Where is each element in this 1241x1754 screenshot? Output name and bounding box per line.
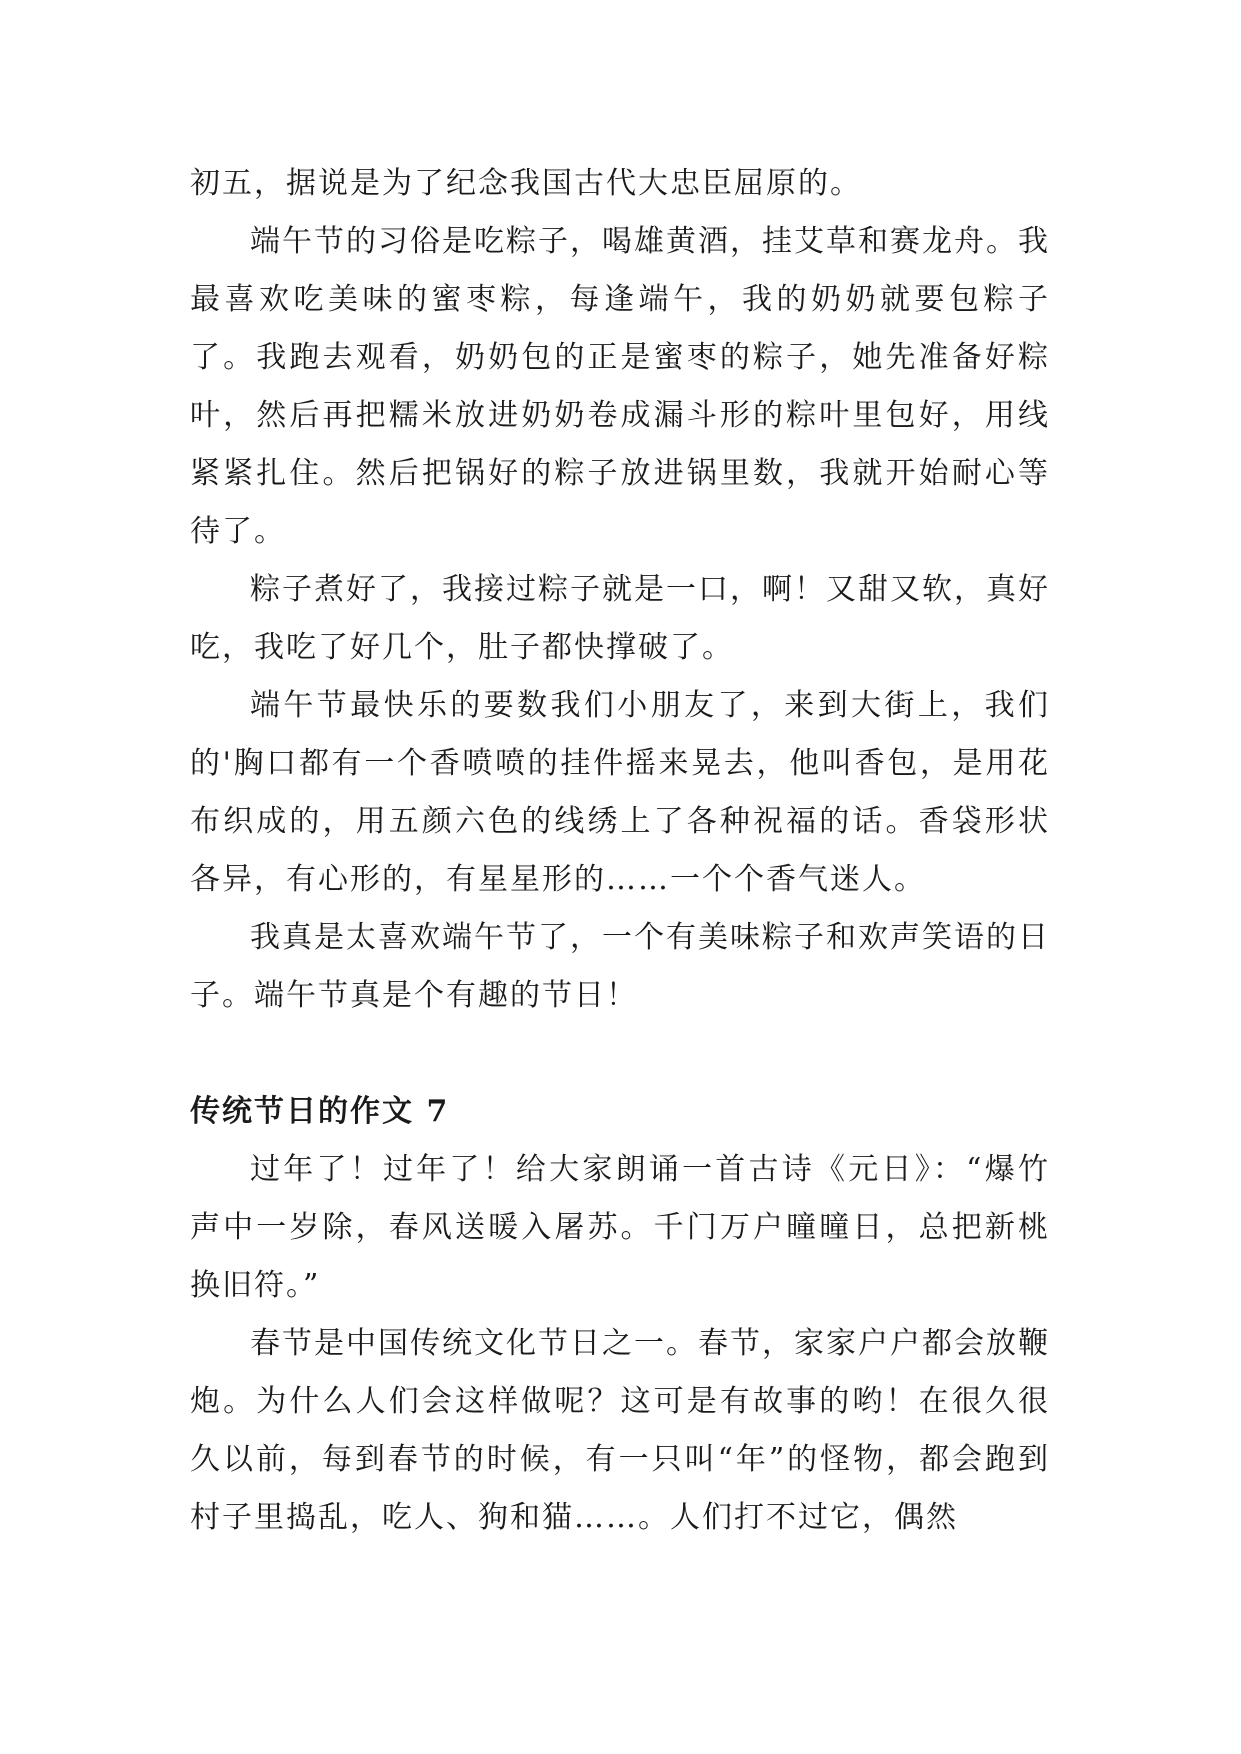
- paragraph-sachet: 端午节最快乐的要数我们小朋友了，来到大街上，我们的'胸口都有一个香喷喷的挂件摇来晃去，他叫香包，是用花布织成的，用五颜六色的线绣上了各种祝福的话。香袋形状各异，有心形的，有星星形的……一个个香气迷人。: [190, 688, 1050, 897]
- paragraph-eating: 粽子煮好了，我接过粽子就是一口，啊！又甜又软，真好吃，我吃了好几个，肚子都快撑破了。: [190, 572, 1050, 665]
- paragraph-poem: 过年了！过年了！给大家朗诵一首古诗《元日》：“爆竹声中一岁除，春风送暖入屠苏。千门万户曈曈日，总把新桃换旧符。”: [190, 1152, 1050, 1303]
- paragraph-continuation: 初五，据说是为了纪念我国古代大忠臣屈原的。: [190, 166, 862, 201]
- paragraph-customs: 端午节的习俗是吃粽子，喝雄黄酒，挂艾草和赛龙舟。我最喜欢吃美味的蜜枣粽，每逢端午，我的奶奶就要包粽子了。我跑去观看，奶奶包的正是蜜枣的粽子，她先准备好粽叶，然后再把糯米放进奶奶卷成漏斗形的粽叶里包好，用线紧紧扎住。然后把锅好的粽子放进锅里数，我就开始耐心等待了。: [190, 224, 1050, 549]
- essay-section-1: [190, 155, 1050, 1025]
- paragraph-spring-festival: 春节是中国传统文化节日之一。春节，家家户户都会放鞭炮。为什么人们会这样做呢？这可是有故事的哟！在很久很久以前，每到春节的时候，有一只叫“年”的怪物，都会跑到村子里捣乱，吃人、狗和猫……。人们打不过它，偶然: [190, 1326, 1050, 1535]
- essay-section-2: [190, 1141, 1050, 1547]
- essay-heading: 传统节日的作文 7: [190, 1094, 450, 1129]
- paragraph-conclusion: 我真是太喜欢端午节了，一个有美味粽子和欢声笑语的日子。端午节真是个有趣的节日！: [190, 920, 1050, 1013]
